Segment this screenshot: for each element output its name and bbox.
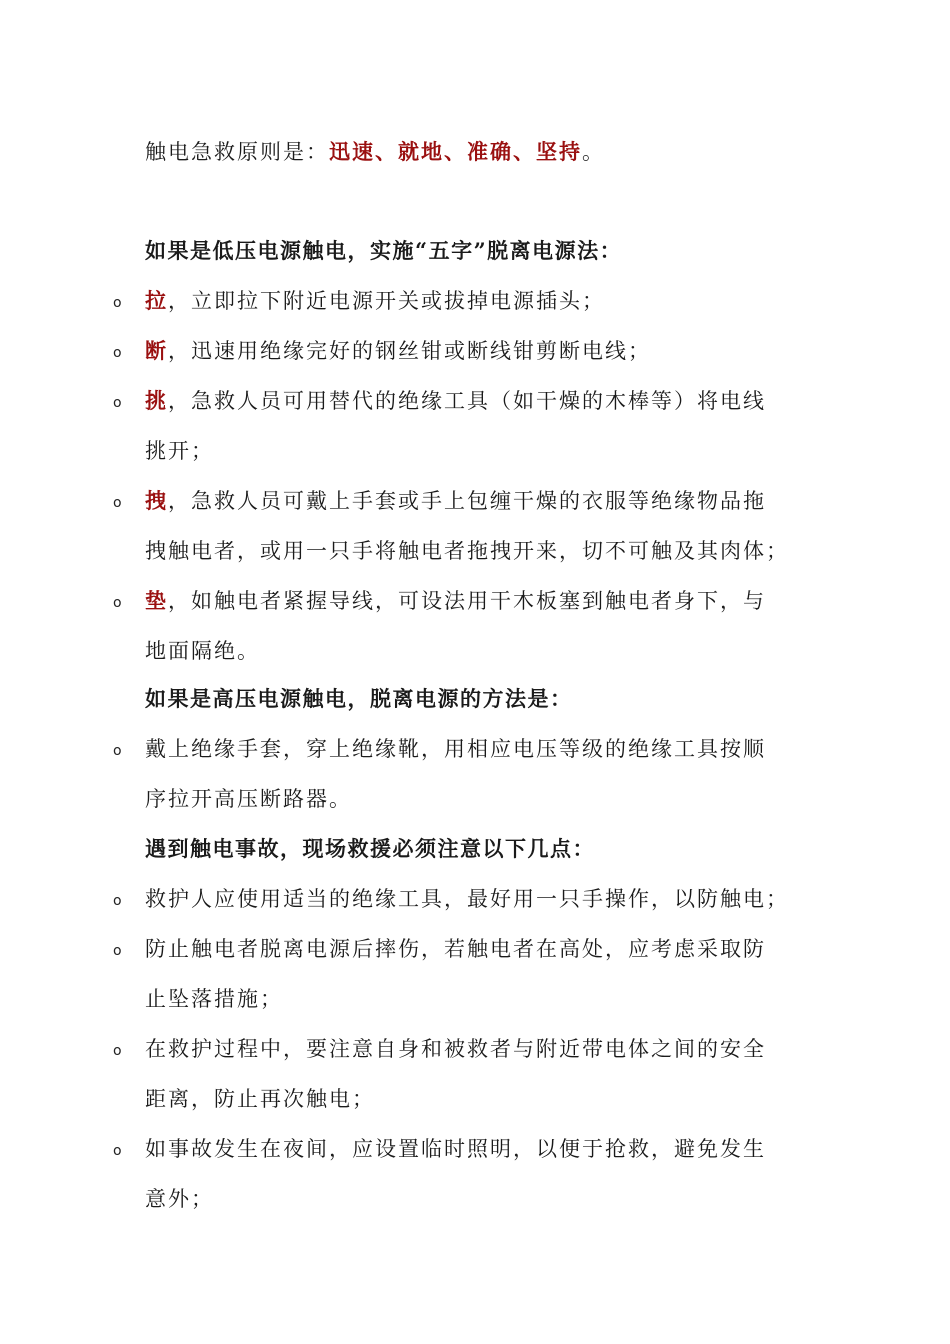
- item-text: 在救护过程中，要注意自身和被救者与附近带电体之间的安全: [145, 1037, 766, 1061]
- item-text: ，急救人员可用替代的绝缘工具（如干燥的木棒等）将电线: [168, 389, 766, 413]
- item-key: 挑: [145, 388, 168, 413]
- item-text-continued: 挑开；: [145, 439, 214, 463]
- list-item-pull: [113, 276, 825, 326]
- bullet-icon: o: [113, 495, 122, 511]
- list-item-note-2: [113, 924, 825, 1024]
- bullet-icon: o: [113, 743, 122, 759]
- list-item-note-3: [113, 1024, 825, 1124]
- item-text-continued: 意外；: [145, 1187, 214, 1211]
- item-text: ，迅速用绝缘完好的钢丝钳或断线钳剪断电线；: [168, 339, 651, 363]
- item-text-continued: 距离，防止再次触电；: [145, 1087, 375, 1111]
- item-key: 垫: [145, 588, 168, 613]
- list-item-pad: [113, 576, 825, 676]
- item-text: ，如触电者紧握导线，可设法用干木板塞到触电者身下，与: [168, 589, 766, 613]
- bullet-icon: o: [113, 345, 122, 361]
- bullet-icon: o: [113, 943, 122, 959]
- bullet-icon: o: [113, 395, 122, 411]
- bullet-icon: o: [113, 595, 122, 611]
- item-text-continued: 序拉开高压断路器。: [145, 787, 352, 811]
- principle-lead: 触电急救原则是：: [145, 140, 329, 164]
- bullet-icon: o: [113, 893, 122, 909]
- item-key: 断: [145, 338, 168, 363]
- principle-paragraph: [145, 127, 825, 177]
- principle-emphasis: 迅速、就地、准确、坚持: [329, 139, 582, 164]
- item-text: 如事故发生在夜间，应设置临时照明，以便于抢救，避免发生: [145, 1137, 766, 1161]
- item-key: 拉: [145, 288, 168, 313]
- item-text: 戴上绝缘手套，穿上绝缘靴，用相应电压等级的绝缘工具按顺: [145, 737, 766, 761]
- bullet-icon: o: [113, 295, 122, 311]
- bullet-icon: o: [113, 1043, 122, 1059]
- item-text: 救护人应使用适当的绝缘工具，最好用一只手操作，以防触电；: [145, 887, 789, 911]
- item-text: ，立即拉下附近电源开关或拔掉电源插头；: [168, 289, 605, 313]
- list-item-note-1: [113, 874, 825, 924]
- list-item-note-4: [113, 1124, 825, 1224]
- list-item-lift: [113, 376, 825, 476]
- list-item-drag: [113, 476, 825, 576]
- high-voltage-heading: 如果是高压电源触电，脱离电源的方法是：: [145, 686, 573, 711]
- bullet-icon: o: [113, 1143, 122, 1159]
- principle-tail: 。: [582, 140, 605, 164]
- rescue-notes-heading: 遇到触电事故，现场救援必须注意以下几点：: [145, 836, 595, 861]
- list-item-cut: [113, 326, 825, 376]
- item-text-continued: 地面隔绝。: [145, 639, 260, 663]
- item-text: ，急救人员可戴上手套或手上包缠干燥的衣服等绝缘物品拖: [168, 489, 766, 513]
- list-item-high-voltage: [113, 724, 825, 824]
- item-text-continued: 拽触电者，或用一只手将触电者拖拽开来，切不可触及其肉体；: [145, 539, 789, 563]
- low-voltage-heading: 如果是低压电源触电，实施“五字”脱离电源法：: [145, 238, 623, 263]
- item-text: 防止触电者脱离电源后摔伤，若触电者在高处，应考虑采取防: [145, 937, 766, 961]
- item-text-continued: 止坠落措施；: [145, 987, 283, 1011]
- item-key: 拽: [145, 488, 168, 513]
